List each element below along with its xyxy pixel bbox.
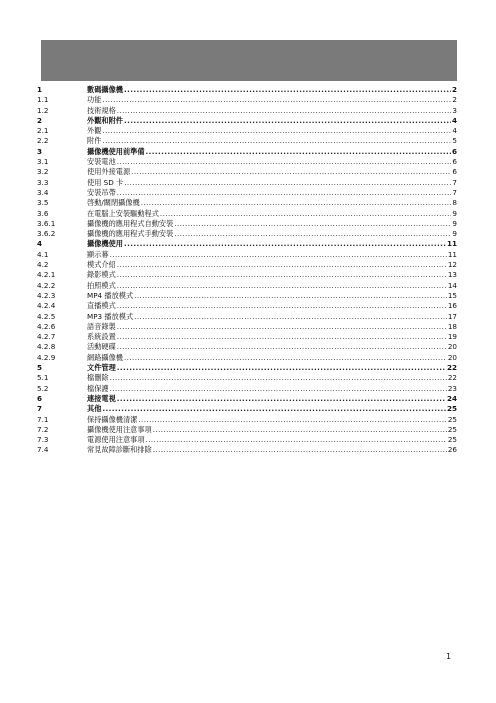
toc-entry-number: 4.2.7 (37, 332, 56, 342)
toc-entry-line (87, 445, 457, 455)
toc-entry-number: 3.3 (37, 177, 49, 187)
toc-entry-page: 17 (447, 311, 457, 321)
toc-entry-title: 技術規格 (87, 105, 116, 115)
toc-entry-line (87, 209, 457, 219)
toc-entry-number: 4.2.4 (37, 301, 56, 311)
toc-entry-page: 24 (446, 393, 457, 403)
toc-entry-page: 9 (452, 218, 457, 228)
toc-entry-title: 附件 (87, 136, 102, 146)
toc-entry-page: 20 (447, 352, 457, 362)
toc-entry-number: 5.1 (37, 373, 49, 383)
toc-entry-number: 3.4 (37, 187, 49, 197)
toc-dot-leader (141, 198, 452, 208)
toc-dot-leader (174, 219, 451, 229)
toc-entry-title: MP4 播放模式 (87, 290, 134, 300)
toc-dot-leader (117, 394, 446, 404)
toc-dot-leader (138, 415, 447, 425)
toc-dot-leader (160, 209, 452, 219)
toc-entry-title: 攝像機使用注意事項 (87, 424, 152, 434)
toc-entry-title: 攝像機的應用程式手動安裝 (87, 229, 174, 239)
toc-entry-line (87, 147, 457, 157)
toc-entry-page: 19 (447, 332, 457, 342)
toc-entry-number: 1.1 (37, 95, 49, 105)
toc-entry-page: 25 (447, 424, 457, 434)
toc-entry-number: 1.2 (37, 105, 49, 115)
toc-entry-page: 25 (447, 414, 457, 424)
toc-section-row[interactable] (37, 301, 457, 311)
toc-entry-page: 22 (446, 363, 457, 373)
toc-entry-page: 2 (452, 95, 457, 105)
toc-entry-page: 4 (452, 126, 457, 136)
toc-entry-page: 20 (447, 342, 457, 352)
toc-entry-line (87, 85, 457, 95)
toc-entry-number: 5.2 (37, 383, 49, 393)
toc-section-row[interactable] (37, 322, 457, 332)
toc-entry-page: 5 (452, 136, 457, 146)
toc-entry-line (87, 198, 457, 208)
toc-entry-page: 14 (447, 280, 457, 290)
toc-dot-leader (102, 95, 451, 105)
toc-entry-page: 16 (447, 301, 457, 311)
toc-entry-page: 22 (447, 373, 457, 383)
toc-entry-line (87, 250, 457, 260)
toc-entry-title: 使用 SD 卡 (87, 177, 124, 187)
toc-dot-leader (146, 435, 447, 445)
toc-chapter-row[interactable] (37, 363, 457, 373)
toc-section-row[interactable] (37, 260, 457, 270)
toc-entry-number: 7.3 (37, 435, 49, 445)
toc-dot-leader (146, 147, 451, 157)
toc-entry-line (87, 404, 457, 414)
toc-entry-page: 6 (451, 146, 457, 156)
toc-entry-page: 9 (452, 229, 457, 239)
toc-entry-line (87, 136, 457, 146)
toc-entry-title: 檔保護 (87, 383, 109, 393)
toc-entry-line (87, 322, 457, 332)
toc-section-row[interactable] (37, 209, 457, 219)
toc-entry-number: 6 (37, 393, 43, 403)
toc-dot-leader (117, 322, 447, 332)
toc-entry-line (87, 281, 457, 291)
toc-chapter-row[interactable] (37, 239, 457, 249)
toc-dot-leader (117, 301, 447, 311)
toc-entry-title: 顯示幕 (87, 249, 109, 259)
toc-entry-title: 直播模式 (87, 301, 116, 311)
toc-entry-number: 7 (37, 404, 43, 414)
toc-entry-line (87, 291, 457, 301)
toc-section-row[interactable] (37, 291, 457, 301)
toc-entry-line (87, 116, 457, 126)
toc-section-row[interactable] (37, 435, 457, 445)
toc-entry-title: 檔刪除 (87, 373, 109, 383)
toc-dot-leader (102, 126, 451, 136)
toc-entry-page: 8 (452, 198, 457, 208)
toc-chapter-row[interactable] (37, 147, 457, 157)
toc-entry-title: 活動硬碟 (87, 342, 116, 352)
toc-dot-leader (134, 291, 447, 301)
toc-entry-title: 其他 (87, 404, 102, 414)
toc-dot-leader (117, 270, 447, 280)
toc-entry-number: 3.6 (37, 208, 49, 218)
toc-section-row[interactable] (37, 445, 457, 455)
toc-entry-line (87, 312, 457, 322)
toc-entry-number: 7.1 (37, 414, 49, 424)
toc-dot-leader (102, 136, 451, 146)
toc-entry-line (87, 425, 457, 435)
toc-entry-title: 連接電視 (87, 393, 116, 403)
toc-entry-page: 7 (452, 187, 457, 197)
toc-entry-title: 攝像機使用前準備 (87, 146, 145, 156)
toc-entry-line (87, 219, 457, 229)
toc-dot-leader (117, 188, 452, 198)
toc-entry-line (87, 126, 457, 136)
table-of-contents (37, 85, 457, 456)
toc-section-row[interactable] (37, 250, 457, 260)
toc-entry-page: 18 (447, 321, 457, 331)
toc-dot-leader (117, 260, 447, 270)
toc-section-row[interactable] (37, 167, 457, 177)
toc-entry-title: 啓動/關閉攝像機 (87, 198, 140, 208)
toc-section-row[interactable] (37, 136, 457, 146)
toc-entry-line (87, 384, 457, 394)
toc-entry-number: 4.2 (37, 260, 49, 270)
toc-entry-page: 6 (452, 167, 457, 177)
toc-entry-page: 11 (447, 249, 457, 259)
toc-entry-page: 12 (447, 260, 457, 270)
toc-entry-title: 保持攝像機清潔 (87, 414, 138, 424)
toc-entry-number: 3.6.2 (37, 229, 56, 239)
toc-section-row[interactable] (37, 353, 457, 363)
toc-entry-page: 9 (452, 208, 457, 218)
toc-entry-line (87, 373, 457, 383)
toc-section-row[interactable] (37, 415, 457, 425)
toc-entry-line (87, 332, 457, 342)
toc-entry-page: 25 (446, 404, 457, 414)
toc-entry-title: 在電腦上安裝驅動程式 (87, 208, 159, 218)
toc-dot-leader (117, 106, 452, 116)
toc-entry-number: 3.2 (37, 167, 49, 177)
toc-dot-leader (117, 332, 447, 342)
toc-section-row[interactable] (37, 373, 457, 383)
toc-entry-title: 攝像機的應用程式自動安裝 (87, 218, 174, 228)
toc-dot-leader (124, 178, 451, 188)
toc-entry-number: 2.1 (37, 126, 49, 136)
toc-entry-line (87, 260, 457, 270)
toc-entry-number: 4.2.5 (37, 311, 56, 321)
toc-section-row[interactable] (37, 219, 457, 229)
toc-entry-line (87, 95, 457, 105)
toc-section-row[interactable] (37, 178, 457, 188)
toc-section-row[interactable] (37, 198, 457, 208)
toc-entry-number: 3 (37, 146, 43, 156)
toc-entry-number: 4.1 (37, 249, 49, 259)
toc-entry-line (87, 342, 457, 352)
toc-entry-title: 安裝吊帶 (87, 187, 116, 197)
toc-entry-number: 4.2.6 (37, 321, 56, 331)
toc-entry-line (87, 301, 457, 311)
toc-dot-leader (117, 342, 447, 352)
toc-section-row[interactable] (37, 281, 457, 291)
toc-dot-leader (153, 425, 447, 435)
toc-entry-page: 6 (452, 157, 457, 167)
toc-entry-number: 2 (37, 115, 43, 125)
toc-entry-title: 文件管理 (87, 363, 116, 373)
toc-entry-number: 4.2.8 (37, 342, 56, 352)
toc-entry-title: 電源使用注意事項 (87, 435, 145, 445)
toc-entry-title: 外觀和附件 (87, 115, 123, 125)
toc-dot-leader (110, 250, 447, 260)
toc-entry-title: 攝像機使用 (87, 239, 123, 249)
toc-entry-line (87, 106, 457, 116)
toc-section-row[interactable] (37, 425, 457, 435)
toc-entry-line (87, 394, 457, 404)
toc-entry-title: 系統設置 (87, 332, 116, 342)
toc-entry-title: MP3 播放模式 (87, 311, 134, 321)
toc-section-row[interactable] (37, 126, 457, 136)
toc-entry-number: 7.2 (37, 424, 49, 434)
toc-entry-line (87, 353, 457, 363)
toc-entry-number: 4.2.1 (37, 270, 56, 280)
toc-chapter-row[interactable] (37, 85, 457, 95)
toc-dot-leader (117, 363, 446, 373)
toc-entry-title: 安裝電池 (87, 157, 116, 167)
toc-entry-title: 外觀 (87, 126, 102, 136)
toc-entry-page: 7 (452, 177, 457, 187)
header-band (41, 40, 457, 81)
toc-section-row[interactable] (37, 270, 457, 280)
toc-entry-page: 11 (446, 239, 457, 249)
toc-entry-line (87, 415, 457, 425)
toc-entry-line (87, 157, 457, 167)
toc-entry-title: 網路攝像機 (87, 352, 123, 362)
toc-entry-number: 2.2 (37, 136, 49, 146)
toc-entry-title: 使用外接電源 (87, 167, 131, 177)
toc-section-row[interactable] (37, 188, 457, 198)
toc-entry-title: 數碼攝像機 (87, 85, 123, 94)
toc-entry-number: 4.2.3 (37, 290, 56, 300)
toc-entry-line (87, 363, 457, 373)
toc-dot-leader (117, 281, 447, 291)
toc-dot-leader (124, 353, 447, 363)
toc-entry-number: 4.2.9 (37, 352, 56, 362)
page-number: 1 (446, 652, 452, 661)
toc-dot-leader (110, 384, 447, 394)
toc-section-row[interactable] (37, 95, 457, 105)
toc-dot-leader (110, 373, 447, 383)
toc-section-row[interactable] (37, 384, 457, 394)
toc-dot-leader (102, 404, 446, 414)
toc-entry-title: 錄影模式 (87, 270, 116, 280)
toc-entry-line (87, 188, 457, 198)
toc-entry-number: 3.1 (37, 157, 49, 167)
toc-entry-title: 模式介紹 (87, 260, 116, 270)
toc-dot-leader (153, 445, 447, 455)
toc-dot-leader (131, 167, 451, 177)
toc-section-row[interactable] (37, 229, 457, 239)
toc-entry-page: 3 (452, 105, 457, 115)
toc-entry-page: 13 (447, 270, 457, 280)
toc-entry-number: 4 (37, 239, 43, 249)
toc-entry-line (87, 435, 457, 445)
toc-section-row[interactable] (37, 312, 457, 322)
toc-entry-number: 1 (37, 85, 43, 94)
toc-entry-page: 15 (447, 290, 457, 300)
toc-dot-leader (124, 239, 446, 249)
toc-entry-number: 3.6.1 (37, 218, 56, 228)
toc-entry-line (87, 167, 457, 177)
toc-entry-line (87, 178, 457, 188)
toc-entry-line (87, 239, 457, 249)
toc-chapter-row[interactable] (37, 116, 457, 126)
toc-dot-leader (124, 85, 451, 95)
toc-dot-leader (134, 312, 447, 322)
toc-entry-line (87, 270, 457, 280)
toc-entry-page: 2 (451, 85, 457, 94)
toc-entry-page: 4 (451, 115, 457, 125)
toc-dot-leader (174, 229, 451, 239)
toc-chapter-row[interactable] (37, 394, 457, 404)
toc-entry-title: 功能 (87, 95, 102, 105)
toc-entry-page: 25 (447, 435, 457, 445)
toc-entry-number: 7.4 (37, 445, 49, 455)
toc-entry-number: 3.5 (37, 198, 49, 208)
toc-entry-number: 4.2.2 (37, 280, 56, 290)
toc-entry-page: 23 (447, 383, 457, 393)
toc-dot-leader (117, 157, 452, 167)
toc-entry-page: 26 (447, 445, 457, 455)
toc-entry-title: 語音錄製 (87, 321, 116, 331)
toc-chapter-row[interactable] (37, 404, 457, 414)
toc-dot-leader (124, 116, 451, 126)
toc-section-row[interactable] (37, 342, 457, 352)
toc-entry-line (87, 229, 457, 239)
toc-entry-title: 拍照模式 (87, 280, 116, 290)
toc-entry-title: 常見故障診斷和排除 (87, 445, 152, 455)
toc-entry-number: 5 (37, 363, 43, 373)
toc-section-row[interactable] (37, 332, 457, 342)
toc-section-row[interactable] (37, 157, 457, 167)
toc-section-row[interactable] (37, 106, 457, 116)
